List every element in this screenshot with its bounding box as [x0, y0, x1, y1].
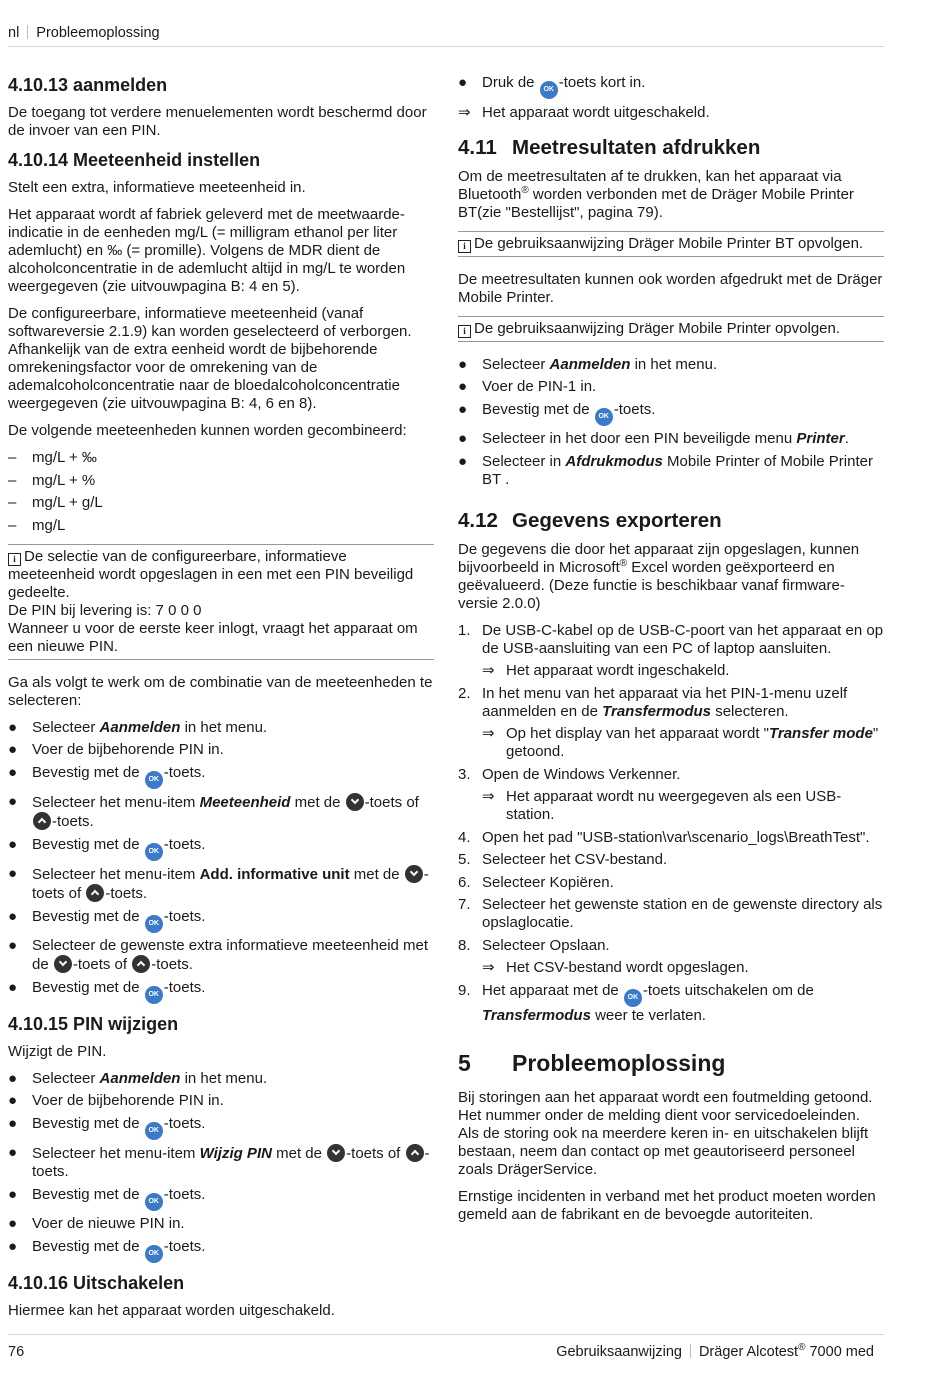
list-item: 5. Selecteer het CSV-bestand. — [458, 851, 668, 868]
list-item: ● Bevestig met de OK -toets. — [458, 401, 884, 426]
down-key-icon — [405, 865, 423, 883]
list-item: 2. In het menu van het apparaat via het PIN-1-menu uzelf aanmelden en de Transfermodus selecteren. — [458, 684, 848, 720]
chapter-title: Probleemoplossing — [36, 25, 160, 41]
list-item: ● Bevestig met de OK -toets. — [8, 1115, 434, 1140]
result-item: ⇒ Op het display van het apparaat wordt "Transfer mode" getoond. — [482, 725, 879, 760]
steps-list — [8, 719, 434, 1004]
info-note: i De selectie van de configureerbare, informatieve meeteenheid wordt opgeslagen in een met een PIN beveiligd gedeelte. De PIN bij levering is: 7 0 0 0 Wanneer u voor de eerste keer inlogt, vraagt het apparaat om een nieuwe PIN. — [8, 544, 434, 660]
list-item: ● Voer de nieuwe PIN in. — [8, 1215, 185, 1232]
arrow-icon: ⇒ — [482, 959, 495, 976]
paragraph: De configureerbare, informatieve meeteenheid (vanaf softwareversie 2.1.9) kan worden geselecteerd of verborgen. Afhankelijk van de extra eenheid wordt de bijbehorende omrekeningsfactor voor de omrekening van de ademalcoholconcentratie naar de bloedalcoholconcentratie weergegeven (zie uitvouwpagina B: 4, 6 en 8). — [8, 305, 412, 412]
list-item: ● Selecteer Aanmelden in het menu. — [8, 1069, 268, 1087]
steps-list — [458, 74, 884, 122]
ok-key-icon: OK — [145, 986, 163, 1004]
list-item: 4. Open het pad "USB-station\var\scenario_logs\BreathTest". — [458, 828, 870, 846]
list-item: ● Bevestig met de OK -toets. — [8, 1238, 434, 1263]
result-item: ⇒ Het CSV-bestand wordt opgeslagen. — [482, 959, 749, 976]
footer-divider — [690, 1344, 691, 1358]
list-item: ● Voer de bijbehorende PIN in. — [8, 741, 224, 758]
arrow-icon: ⇒ — [458, 103, 471, 121]
section-title-4-12: 4.12 Gegevens exporteren — [458, 508, 722, 532]
list-item: 1. De USB-C-kabel op de USB-C-poort van het apparaat en op de USB-aansluiting van een PC of laptop aansluiten. — [458, 621, 884, 657]
list-item: ● Bevestig met de OK -toets. — [8, 836, 434, 861]
list-item: 7. Selecteer het gewenste station en de gewenste directory als opslaglocatie. — [458, 896, 883, 931]
info-note: i De gebruiksaanwijzing Dräger Mobile Printer opvolgen. — [458, 316, 884, 342]
up-key-icon — [33, 812, 51, 830]
info-icon: i — [8, 553, 21, 566]
steps-list — [458, 356, 884, 489]
list-item: – mg/L + g/L — [8, 494, 103, 511]
section-title-4-11: 4.11 Meetresultaten afdrukken — [458, 135, 761, 159]
page-number: 76 — [8, 1344, 25, 1360]
result-item: ⇒ Het apparaat wordt nu weergegeven als een USB-station. — [482, 788, 842, 823]
down-key-icon — [327, 1144, 345, 1162]
arrow-icon: ⇒ — [482, 662, 495, 679]
footer-doc-info: Gebruiksaanwijzing Dräger Alcotest® 7000 med — [556, 1342, 874, 1360]
language-code: nl — [8, 25, 20, 41]
list-item: ● Bevestig met de OK -toets. — [8, 908, 434, 933]
paragraph: Bij storingen aan het apparaat wordt een foutmelding getoond. Het nummer onder de melding dient voor servicedoeleinden. Als de storing ook na meerdere keren in- en uitschakelen blijft bestaan, neem dan contact op met geautoriseerd personeel zoals DrägerService. — [458, 1088, 873, 1178]
down-key-icon — [346, 793, 364, 811]
paragraph: Ernstige incidenten in verband met het product moeten worden gemeld aan de fabrikant en de bevoegde autoriteiten. — [458, 1187, 876, 1223]
section-title-4-10-13: 4.10.13 aanmelden — [8, 75, 168, 95]
list-item: ● Selecteer in het door een PIN beveiligde menu Printer. — [458, 430, 849, 447]
info-icon: i — [458, 325, 471, 338]
result-item: ⇒ Het apparaat wordt ingeschakeld. — [482, 662, 730, 679]
ok-key-icon: OK — [145, 915, 163, 933]
arrow-icon: ⇒ — [482, 725, 495, 742]
ok-key-icon: OK — [540, 81, 558, 99]
paragraph: Stelt een extra, informatieve meeteenheid in. — [8, 179, 306, 196]
section-title-4-10-16: 4.10.16 Uitschakelen — [8, 1272, 185, 1293]
ok-key-icon: OK — [145, 1193, 163, 1211]
list-item: ● Selecteer de gewenste extra informatieve meeteenheid met de -toets of -toets. — [8, 937, 429, 973]
paragraph: De volgende meeteenheden kunnen worden gecombineerd: — [8, 422, 407, 439]
ok-key-icon: OK — [624, 989, 642, 1007]
info-note: i De gebruiksaanwijzing Dräger Mobile Printer BT opvolgen. — [458, 231, 884, 257]
list-item: ● Selecteer het menu-item Wijzig PIN met de -toets of -toets. — [8, 1144, 430, 1180]
list-item: 8. Selecteer Opslaan. — [458, 936, 610, 954]
up-key-icon — [132, 955, 150, 973]
list-item: 9. Het apparaat met de OK -toets uitschakelen om de Transfermodus weer te verlaten. — [458, 981, 814, 1024]
result-item: ⇒ Het apparaat wordt uitgeschakeld. — [458, 103, 710, 121]
list-item: ● Druk de OK -toets kort in. — [458, 74, 884, 99]
arrow-icon: ⇒ — [482, 788, 495, 805]
paragraph: Om de meetresultaten af te drukken, kan het apparaat via Bluetooth® worden verbonden met de Dräger Mobile Printer BT(zie "Bestellijst", pagina 79). — [458, 167, 854, 221]
section-title-4-10-15: 4.10.15 PIN wijzigen — [8, 1013, 179, 1034]
info-icon: i — [458, 240, 471, 253]
header-divider — [27, 25, 28, 39]
up-key-icon — [86, 884, 104, 902]
units-list — [8, 449, 434, 535]
up-key-icon — [406, 1144, 424, 1162]
ok-key-icon: OK — [145, 771, 163, 789]
list-item: ● Bevestig met de OK -toets. — [8, 764, 434, 789]
paragraph: Ga als volgt te werk om de combinatie van de meeteenheden te selecteren: — [8, 673, 433, 709]
ok-key-icon: OK — [145, 1245, 163, 1263]
list-item: ● Selecteer in Afdrukmodus Mobile Printer of Mobile Printer BT . — [458, 452, 873, 488]
list-item: ● Voer de PIN-1 in. — [458, 378, 597, 395]
paragraph: De meetresultaten kunnen ook worden afgedrukt met de Dräger Mobile Printer. — [458, 270, 883, 306]
paragraph: Wijzigt de PIN. — [8, 1042, 107, 1060]
steps-list — [8, 1070, 434, 1263]
paragraph: Hiermee kan het apparaat worden uitgeschakeld. — [8, 1301, 335, 1319]
page-header — [8, 24, 884, 47]
left-column — [8, 74, 434, 1329]
list-item: 6. Selecteer Kopiëren. — [458, 873, 614, 891]
right-column — [458, 74, 884, 1233]
list-item: – mg/L + ‰ — [8, 449, 97, 466]
ok-key-icon: OK — [145, 843, 163, 861]
page-footer — [8, 1334, 884, 1361]
list-item: ● Voer de bijbehorende PIN in. — [8, 1092, 224, 1109]
paragraph: Het apparaat wordt af fabriek geleverd met de meetwaarde-indicatie in de eenheden mg/L (= milligram ethanol per liter ademlucht) en ‰ (= promille). Volgens de MDR dient de alcoholconcentratie in de ademlucht altijd in mg/L te worden weergegeven (zie uitvouwpagina B: 4 en 5). — [8, 206, 406, 295]
list-item: – mg/L + % — [8, 471, 96, 489]
list-item: – mg/L — [8, 516, 66, 534]
ok-key-icon: OK — [595, 408, 613, 426]
list-item: ● Bevestig met de OK -toets. — [8, 979, 434, 1004]
paragraph: De toegang tot verdere menuelementen wordt beschermd door de invoer van een PIN. — [8, 104, 427, 139]
section-title-4-10-14: 4.10.14 Meeteenheid instellen — [8, 150, 261, 170]
list-item: ● Selecteer het menu-item Meeteenheid met de -toets of -toets. — [8, 793, 419, 830]
down-key-icon — [54, 955, 72, 973]
list-item: ● Selecteer Aanmelden in het menu. — [8, 718, 268, 736]
chapter-title-5: 5 Probleemoplossing — [458, 1049, 726, 1076]
paragraph: De gegevens die door het apparaat zijn opgeslagen, kunnen bijvoorbeeld in Microsoft® Excel worden geëxporteerd en geëvalueerd. (Deze functie is beschikbaar vanaf firmware-versie 2.0.0) — [458, 540, 860, 612]
numbered-steps — [458, 622, 884, 1025]
ok-key-icon: OK — [145, 1122, 163, 1140]
list-item: ● Bevestig met de OK -toets. — [8, 1186, 434, 1211]
list-item: ● Selecteer het menu-item Add. informative unit met de -toets of -toets. — [8, 865, 429, 902]
list-item: ● Selecteer Aanmelden in het menu. — [458, 355, 718, 373]
list-item: 3. Open de Windows Verkenner. — [458, 765, 681, 783]
